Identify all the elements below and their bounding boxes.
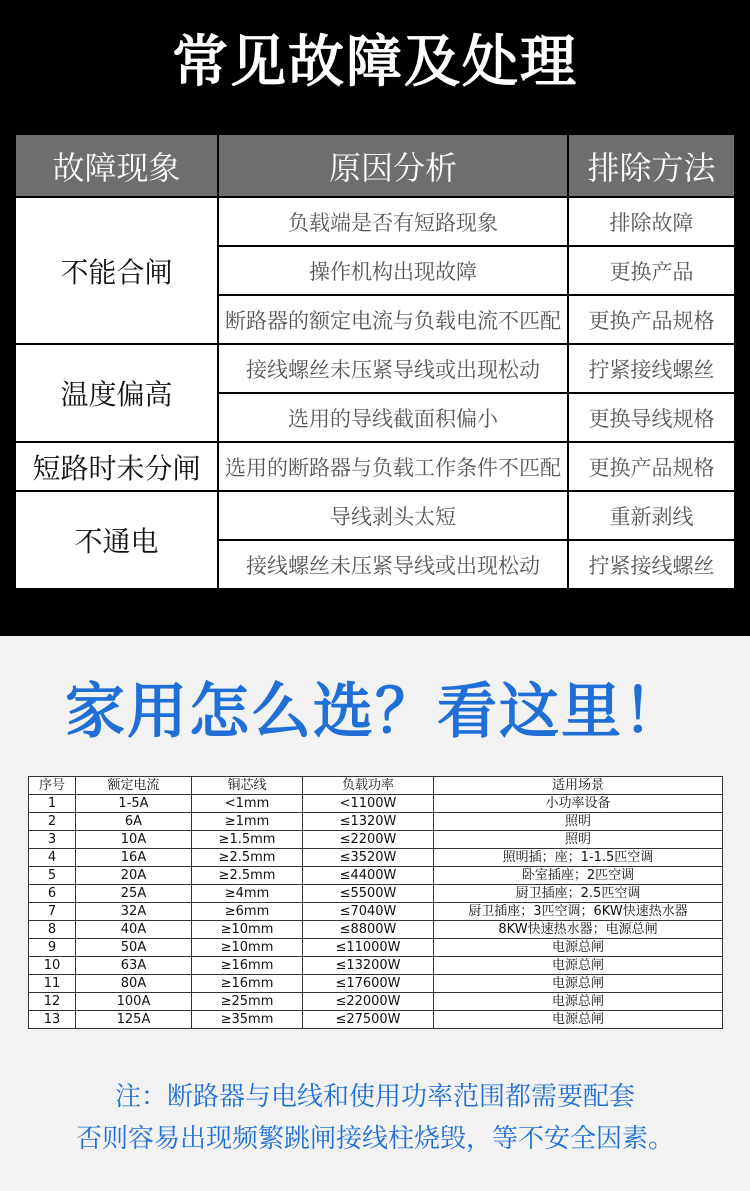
- cause-cell: 接线螺丝未压紧导线或出现松动: [218, 344, 568, 393]
- spec-wire-cell: <1mm: [192, 795, 303, 813]
- spec-index-cell: 11: [29, 975, 76, 993]
- page-title: 常见故障及处理: [172, 30, 578, 95]
- spec-current-cell: 32A: [76, 903, 192, 921]
- spec-header-index: 序号: [29, 777, 76, 795]
- spec-index-cell: 1: [29, 795, 76, 813]
- spec-power-cell: ≤27500W: [303, 1011, 434, 1029]
- spec-index-cell: 2: [29, 813, 76, 831]
- spec-current-cell: 50A: [76, 939, 192, 957]
- fix-cell: 拧紧接线螺丝: [568, 540, 735, 589]
- spec-power-cell: ≤22000W: [303, 993, 434, 1011]
- spec-power-cell: ≤2200W: [303, 831, 434, 849]
- spec-power-cell: ≤17600W: [303, 975, 434, 993]
- spec-usage-cell: 照明插；座；1-1.5匹空调: [434, 849, 723, 867]
- cause-cell: 导线剥头太短: [218, 491, 568, 540]
- spec-current-cell: 6A: [76, 813, 192, 831]
- spec-row: [29, 957, 723, 975]
- spec-wire-cell: ≥25mm: [192, 993, 303, 1011]
- spec-usage-cell: 厨卫插座；3匹空调；6KW快速热水器: [434, 903, 723, 921]
- spec-current-cell: 80A: [76, 975, 192, 993]
- spec-current-cell: 25A: [76, 885, 192, 903]
- cause-cell: 选用的导线截面积偏小: [218, 393, 568, 442]
- spec-header-current: 额定电流: [76, 777, 192, 795]
- spec-header-power: 负载功率: [303, 777, 434, 795]
- spec-row: [29, 1011, 723, 1029]
- spec-wire-cell: ≥2.5mm: [192, 867, 303, 885]
- spec-usage-cell: 8KW快速热水器；电源总闸: [434, 921, 723, 939]
- spec-usage-cell: 照明: [434, 831, 723, 849]
- fault-table: [14, 133, 736, 590]
- spec-current-cell: 40A: [76, 921, 192, 939]
- symptom-cell: 不通电: [15, 491, 218, 589]
- header-cause: 原因分析: [218, 134, 568, 197]
- spec-power-cell: ≤7040W: [303, 903, 434, 921]
- spec-header-usage: 适用场景: [434, 777, 723, 795]
- spec-row: [29, 849, 723, 867]
- spec-index-cell: 4: [29, 849, 76, 867]
- spec-index-cell: 8: [29, 921, 76, 939]
- spec-wire-cell: ≥2.5mm: [192, 849, 303, 867]
- cause-cell: 操作机构出现故障: [218, 246, 568, 295]
- fix-cell: 更换产品规格: [568, 295, 735, 344]
- cause-cell: 接线螺丝未压紧导线或出现松动: [218, 540, 568, 589]
- fault-row: [15, 344, 735, 393]
- spec-usage-cell: 电源总闸: [434, 939, 723, 957]
- spec-row: [29, 921, 723, 939]
- symptom-cell: 不能合闸: [15, 197, 218, 344]
- spec-row: [29, 885, 723, 903]
- spec-row: [29, 867, 723, 885]
- spec-usage-cell: 电源总闸: [434, 957, 723, 975]
- header-symptom: 故障现象: [15, 134, 218, 197]
- fix-cell: 更换产品: [568, 246, 735, 295]
- spec-current-cell: 16A: [76, 849, 192, 867]
- spec-power-cell: ≤3520W: [303, 849, 434, 867]
- spec-row: [29, 903, 723, 921]
- spec-usage-cell: 厨卫插座；2.5匹空调: [434, 885, 723, 903]
- spec-row: [29, 993, 723, 1011]
- spec-usage-cell: 照明: [434, 813, 723, 831]
- spec-index-cell: 6: [29, 885, 76, 903]
- cause-cell: 选用的断路器与负载工作条件不匹配: [218, 442, 568, 491]
- spec-power-cell: ≤8800W: [303, 921, 434, 939]
- spec-wire-cell: ≥16mm: [192, 975, 303, 993]
- spec-power-cell: ≤5500W: [303, 885, 434, 903]
- spec-row: [29, 813, 723, 831]
- spec-power-cell: ≤11000W: [303, 939, 434, 957]
- spec-table: [28, 776, 723, 1029]
- spec-usage-cell: 电源总闸: [434, 1011, 723, 1029]
- spec-wire-cell: ≥1mm: [192, 813, 303, 831]
- subtitle: 家用怎么选？看这里！: [65, 677, 685, 747]
- fix-cell: 排除故障: [568, 197, 735, 246]
- spec-current-cell: 1-5A: [76, 795, 192, 813]
- spec-usage-cell: 卧室插座；2匹空调: [434, 867, 723, 885]
- spec-usage-cell: 小功率设备: [434, 795, 723, 813]
- spec-power-cell: ≤1320W: [303, 813, 434, 831]
- spec-power-cell: <1100W: [303, 795, 434, 813]
- spec-power-cell: ≤4400W: [303, 867, 434, 885]
- spec-power-cell: ≤13200W: [303, 957, 434, 975]
- spec-wire-cell: ≥35mm: [192, 1011, 303, 1029]
- spec-wire-cell: ≥16mm: [192, 957, 303, 975]
- fix-cell: 更换产品规格: [568, 442, 735, 491]
- spec-current-cell: 63A: [76, 957, 192, 975]
- spec-current-cell: 20A: [76, 867, 192, 885]
- spec-row: [29, 975, 723, 993]
- fault-row: [15, 491, 735, 540]
- cause-cell: 负载端是否有短路现象: [218, 197, 568, 246]
- header-fix: 排除方法: [568, 134, 735, 197]
- spec-index-cell: 7: [29, 903, 76, 921]
- spec-row: [29, 795, 723, 813]
- fix-cell: 重新剥线: [568, 491, 735, 540]
- spec-index-cell: 5: [29, 867, 76, 885]
- spec-usage-cell: 电源总闸: [434, 975, 723, 993]
- fault-row: [15, 442, 735, 491]
- spec-index-cell: 9: [29, 939, 76, 957]
- spec-header-wire: 铜芯线: [192, 777, 303, 795]
- spec-wire-cell: ≥10mm: [192, 939, 303, 957]
- spec-wire-cell: ≥10mm: [192, 921, 303, 939]
- spec-index-cell: 3: [29, 831, 76, 849]
- fix-cell: 更换导线规格: [568, 393, 735, 442]
- spec-usage-cell: 电源总闸: [434, 993, 723, 1011]
- fault-row: [15, 197, 735, 246]
- fix-cell: 拧紧接线螺丝: [568, 344, 735, 393]
- spec-current-cell: 125A: [76, 1011, 192, 1029]
- spec-row: [29, 831, 723, 849]
- spec-index-cell: 10: [29, 957, 76, 975]
- spec-wire-cell: ≥6mm: [192, 903, 303, 921]
- spec-wire-cell: ≥1.5mm: [192, 831, 303, 849]
- spec-index-cell: 13: [29, 1011, 76, 1029]
- spec-row: [29, 939, 723, 957]
- spec-index-cell: 12: [29, 993, 76, 1011]
- note-line-1: 注：断路器与电线和使用功率范围都需要配套: [114, 1082, 635, 1112]
- note-line-2: 否则容易出现频繁跳闸接线柱烧毁，等不安全因素。: [75, 1124, 674, 1154]
- symptom-cell: 短路时未分闸: [15, 442, 218, 491]
- symptom-cell: 温度偏高: [15, 344, 218, 442]
- cause-cell: 断路器的额定电流与负载电流不匹配: [218, 295, 568, 344]
- spec-current-cell: 100A: [76, 993, 192, 1011]
- spec-current-cell: 10A: [76, 831, 192, 849]
- spec-wire-cell: ≥4mm: [192, 885, 303, 903]
